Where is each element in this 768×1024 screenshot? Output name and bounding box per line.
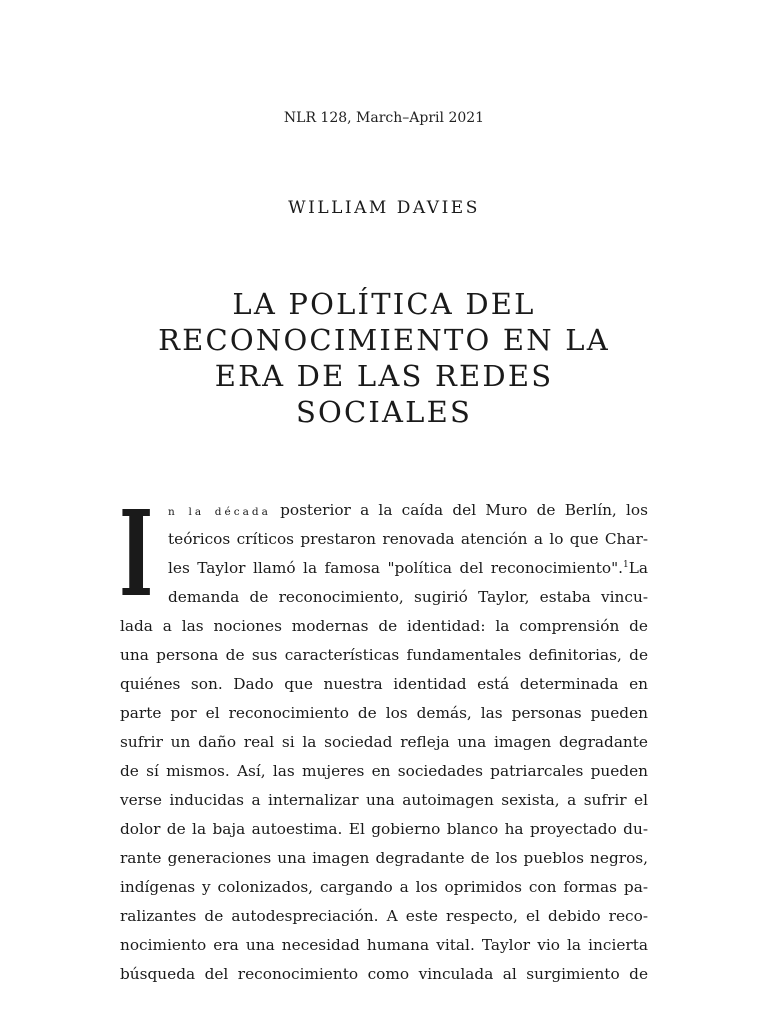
body-line: de sí mismos. Así, las mujeres en sociedades patriarcales pueden bbox=[120, 762, 648, 780]
body-line: sufrir un daño real si la sociedad refleja una imagen degradante bbox=[120, 733, 648, 751]
body-line-text: les Taylor llamó la famosa "política del reconocimiento". bbox=[168, 559, 623, 577]
body-line: dolor de la baja autoestima. El gobierno blanco ha proyectado du- bbox=[120, 820, 648, 838]
body-line: quiénes son. Dado que nuestra identidad está determinada en bbox=[120, 675, 648, 693]
body-line-text: posterior a la caída del Muro de Berlín, los bbox=[280, 501, 648, 519]
body-line: ralizantes de autodespreciación. A este respecto, el debido reco- bbox=[120, 907, 648, 925]
body-line-text: La bbox=[628, 559, 648, 577]
title-line: LA POLÍTICA DEL bbox=[232, 287, 536, 321]
body-line: demanda de reconocimiento, sugirió Taylor, estaba vincu- bbox=[168, 588, 648, 606]
title-line: RECONOCIMIENTO EN LA bbox=[158, 323, 610, 357]
body-line: verse inducidas a internalizar una autoimagen sexista, a sufrir el bbox=[120, 791, 648, 809]
footnote-ref[interactable]: 1 bbox=[622, 559, 629, 570]
body-line: rante generaciones una imagen degradante de los pueblos negros, bbox=[120, 849, 648, 867]
body-line: nocimiento era una necesidad humana vital. Taylor vio la incierta bbox=[120, 936, 648, 954]
body-line bbox=[120, 554, 648, 583]
body-line: parte por el reconocimiento de los demás, las personas pueden bbox=[120, 704, 648, 722]
body-line: indígenas y colonizados, cargando a los oprimidos con formas pa- bbox=[120, 878, 648, 896]
body-line bbox=[120, 496, 648, 525]
body-line: búsqueda del reconocimiento como vinculada al surgimiento de bbox=[120, 965, 648, 983]
body-line: lada a las nociones modernas de identidad: la comprensión de bbox=[120, 617, 648, 635]
author-name: WILLIAM DAVIES bbox=[288, 198, 480, 218]
title-line: SOCIALES bbox=[295, 395, 473, 429]
article-body bbox=[119, 484, 648, 989]
body-line: teóricos críticos prestaron renovada atención a lo que Char- bbox=[168, 530, 648, 548]
body-line: una persona de sus características fundamentales definitorias, de bbox=[120, 646, 648, 664]
article-title bbox=[124, 286, 644, 430]
opening-smallcaps: n la década bbox=[168, 506, 271, 518]
title-line: ERA DE LAS REDES bbox=[214, 359, 554, 393]
drop-cap: I bbox=[119, 484, 154, 623]
journal-issue: NLR 128, March–April 2021 bbox=[283, 110, 485, 126]
